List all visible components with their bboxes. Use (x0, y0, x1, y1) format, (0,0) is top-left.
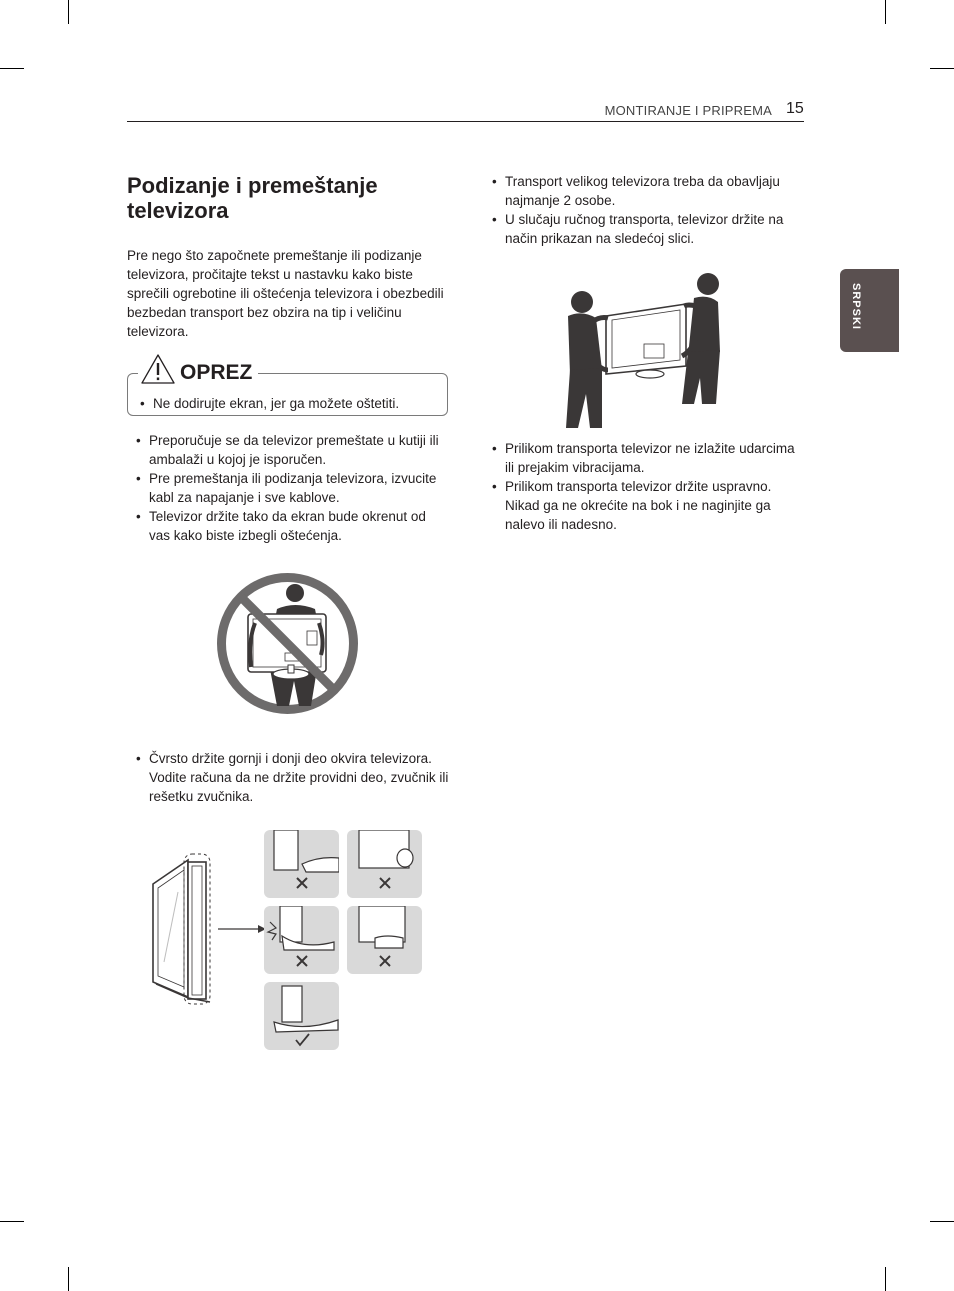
list-item: • Televizor držite tako da ekran bude okrenut od vas kako biste izbegli oštećenja. (136, 507, 448, 545)
language-tab-label: SRPSKI (850, 283, 862, 330)
list-item: • Preporučuje se da televizor premeštate u kutiji ili ambalaži u kojoj je isporučen. (136, 431, 448, 469)
cross-icon (380, 956, 390, 966)
grip-example-wrong (347, 830, 422, 898)
warning-triangle-icon (140, 353, 176, 385)
list-item: • Prilikom transporta televizor ne izlažite udarcima ili prejakim vibracijama. (492, 439, 806, 477)
crop-mark (0, 68, 24, 69)
list-item: • Pre premeštanja ili podizanja televizora, izvucite kabl za napajanje i sve kablove. (136, 469, 448, 507)
list-item: • Transport velikog televizora treba da obavljaju najmanje 2 osobe. (492, 172, 806, 210)
caution-list (140, 394, 399, 413)
transport-safety-list (492, 439, 806, 534)
page-number: 15 (786, 100, 804, 117)
two-person-carry-illustration (562, 270, 724, 428)
crop-mark (68, 1267, 69, 1291)
grip-example-wrong (264, 906, 339, 974)
list-item: • Prilikom transporta televizor držite uspravno. Nikad ga ne okrećite na bok i ne naginjite ga nalevo ili nadesno. (492, 477, 806, 534)
grip-example-wrong (264, 830, 339, 898)
transport-list (492, 172, 806, 248)
header-rule (127, 121, 804, 122)
caution-heading (138, 351, 258, 385)
crop-mark (885, 0, 886, 24)
caution-item: • Ne dodirujte ekran, jer ga možete oštetiti. (140, 394, 399, 413)
cross-icon (297, 878, 307, 888)
grip-example-correct (264, 982, 339, 1050)
list-item: • U slučaju ručnog transporta, televizor držite na način prikazan na sledećoj slici. (492, 210, 806, 248)
cross-icon (297, 956, 307, 966)
crop-mark (930, 1221, 954, 1222)
check-icon (296, 1034, 309, 1045)
crop-mark (885, 1267, 886, 1291)
section-title: MONTIRANJE I PRIPREMA (604, 103, 772, 118)
tv-frame-illustration (148, 852, 268, 1008)
intro-paragraph: Pre nego što započnete premeštanje ili podizanje televizora, pročitajte tekst u nastavku kako biste sprečili ogrebotine ili oštećenja televizora i obezbedili bezbedan transport bez obzira na tip i veličinu televizora. (127, 248, 444, 339)
handling-list (136, 431, 448, 545)
frame-grip-list (136, 749, 451, 806)
prohibited-carry-illustration (215, 571, 360, 716)
caution-label: OPREZ (180, 361, 253, 384)
page-title: Podizanje i premeštanje televizora (127, 173, 378, 223)
crop-mark (68, 0, 69, 24)
language-tab (840, 269, 899, 352)
crop-mark (930, 68, 954, 69)
list-item: • Čvrsto držite gornji i donji deo okvira televizora. Vodite računa da ne držite providni deo, zvučnik ili rešetku zvučnika. (136, 749, 451, 806)
cross-icon (380, 878, 390, 888)
grip-example-wrong (347, 906, 422, 974)
crop-mark (0, 1221, 24, 1222)
